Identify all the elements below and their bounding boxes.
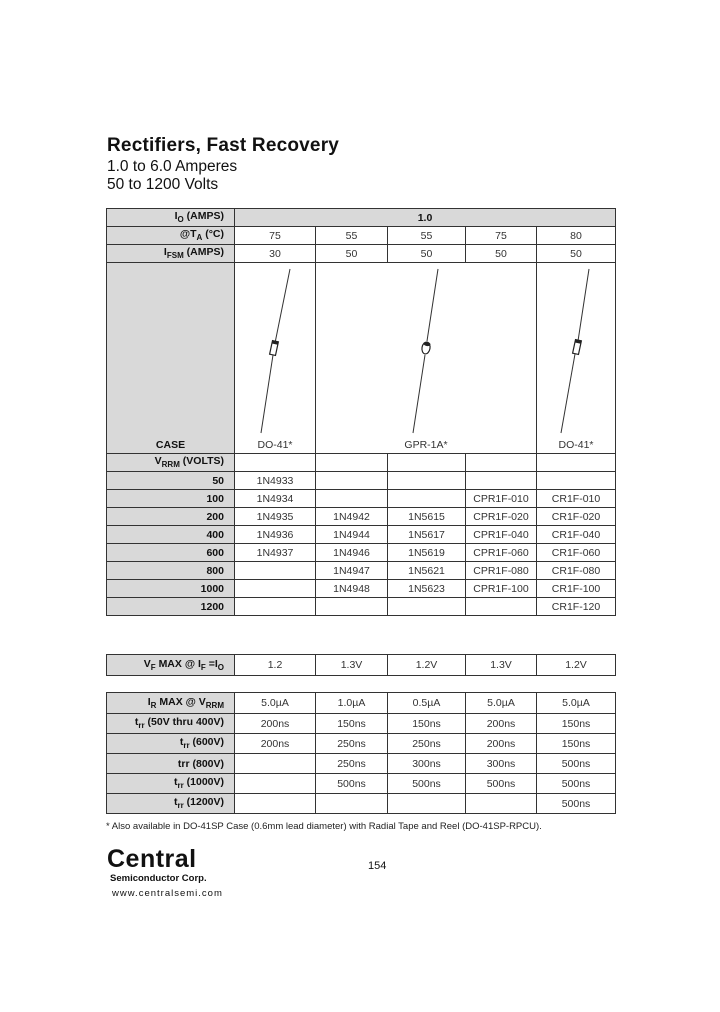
ir-value: 0.5µA	[388, 693, 466, 714]
trr-value: 500ns	[537, 794, 616, 814]
vrrm-row	[107, 454, 616, 472]
vf-value: 1.3V	[316, 655, 388, 676]
part-number-cell: 1N4934	[235, 490, 316, 508]
part-number-cell	[235, 598, 316, 616]
vrrm-voltage: 400	[107, 526, 235, 544]
part-number-cell: CR1F-100	[537, 580, 616, 598]
ir-value: 5.0µA	[235, 693, 316, 714]
ta-value: 55	[316, 227, 388, 245]
trr-value	[235, 794, 316, 814]
ifsm-value: 30	[235, 245, 316, 263]
trr-row	[107, 794, 616, 814]
trr-label: $t_{rr}$ (50V thru 400V)	[107, 714, 235, 734]
ta-row	[107, 227, 616, 245]
trr-label: $t_{rr}$ (600V)	[107, 734, 235, 754]
company-url[interactable]: www.centralsemi.com	[112, 888, 223, 899]
vf-value: 1.2	[235, 655, 316, 676]
trr-value: 150ns	[537, 734, 616, 754]
trr-value	[235, 774, 316, 794]
vrrm-part-row	[107, 544, 616, 562]
vrrm-part-row	[107, 472, 616, 490]
part-number-cell: CPR1F-020	[466, 508, 537, 526]
part-number-cell: 1N5623	[388, 580, 466, 598]
trr-value: 250ns	[316, 754, 388, 774]
case-row	[107, 263, 616, 454]
trr-value: 150ns	[388, 714, 466, 734]
ir-value: 5.0µA	[466, 693, 537, 714]
part-number-cell: CR1F-020	[537, 508, 616, 526]
page-title: Rectifiers, Fast Recovery	[107, 135, 340, 156]
ifsm-value: 50	[388, 245, 466, 263]
vf-label: $V_F$ MAX @ $I_F =I_O$	[107, 655, 235, 676]
trr-rows	[107, 714, 616, 814]
ir-value: 1.0µA	[316, 693, 388, 714]
ifsm-value: 50	[316, 245, 388, 263]
trr-value: 200ns	[235, 734, 316, 754]
part-number-cell: 1N4942	[316, 508, 388, 526]
spec-table-vf	[106, 654, 616, 676]
io-value: 1.0	[235, 209, 616, 227]
trr-value: 300ns	[466, 754, 537, 774]
trr-value: 500ns	[466, 774, 537, 794]
ta-value: 75	[466, 227, 537, 245]
part-number-cell: 1N5617	[388, 526, 466, 544]
vrrm-part-row	[107, 562, 616, 580]
part-number-cell	[466, 472, 537, 490]
trr-value: 200ns	[466, 734, 537, 754]
spec-table-main	[106, 208, 616, 616]
part-number-cell: 1N4937	[235, 544, 316, 562]
ta-value: 55	[388, 227, 466, 245]
trr-value: 500ns	[537, 754, 616, 774]
trr-value	[388, 794, 466, 814]
company-subtitle: Semiconductor Corp.	[110, 873, 207, 884]
part-number-cell: CR1F-010	[537, 490, 616, 508]
part-number-cell: 1N4933	[235, 472, 316, 490]
diode-do41-image	[537, 263, 616, 453]
part-number-cell: CPR1F-080	[466, 562, 537, 580]
part-number-cell: 1N4944	[316, 526, 388, 544]
part-number-cell: CR1F-120	[537, 598, 616, 616]
part-number-cell	[388, 598, 466, 616]
trr-value: 300ns	[388, 754, 466, 774]
trr-label: $t_{rr}$ (1000V)	[107, 774, 235, 794]
trr-value	[316, 794, 388, 814]
case-do41-cell	[537, 263, 616, 454]
part-number-cell	[235, 580, 316, 598]
case-name: GPR-1A*	[404, 439, 448, 451]
part-number-cell: CPR1F-100	[466, 580, 537, 598]
vf-value: 1.3V	[466, 655, 537, 676]
spec-table-ir-trr	[106, 692, 616, 814]
ta-value: 75	[235, 227, 316, 245]
part-number-cell: 1N5621	[388, 562, 466, 580]
trr-value: 150ns	[316, 714, 388, 734]
ir-label: $I_R$ MAX @ $V_{RRM}$	[107, 693, 235, 714]
part-number-cell: CR1F-060	[537, 544, 616, 562]
part-number-cell: CPR1F-040	[466, 526, 537, 544]
vrrm-voltage: 100	[107, 490, 235, 508]
trr-value: 250ns	[388, 734, 466, 754]
page-number: 154	[368, 860, 387, 872]
footnote: * Also available in DO-41SP Case (0.6mm lead diameter) with Radial Tape and Reel (DO-41SP-RPCU).	[106, 821, 542, 832]
io-label: $I_O$ (AMPS)	[107, 209, 235, 227]
part-number-cell: 1N4935	[235, 508, 316, 526]
vrrm-part-row	[107, 580, 616, 598]
vrrm-part-row	[107, 490, 616, 508]
trr-value: 150ns	[537, 714, 616, 734]
vrrm-voltage: 200	[107, 508, 235, 526]
part-number-cell: CPR1F-060	[466, 544, 537, 562]
case-do41-cell	[235, 263, 316, 454]
ir-row	[107, 693, 616, 714]
part-number-cell: CR1F-080	[537, 562, 616, 580]
case-name: DO-41*	[257, 439, 293, 451]
trr-row	[107, 714, 616, 734]
vrrm-part-row	[107, 508, 616, 526]
trr-row	[107, 754, 616, 774]
ta-value: 80	[537, 227, 616, 245]
part-number-cell: 1N4936	[235, 526, 316, 544]
trr-value: 500ns	[388, 774, 466, 794]
part-number-cell: 1N4946	[316, 544, 388, 562]
vrrm-voltage: 800	[107, 562, 235, 580]
volts-range: 50 to 1200 Volts	[107, 176, 219, 193]
trr-label: $t_{rr}$ (1200V)	[107, 794, 235, 814]
part-number-cell	[388, 472, 466, 490]
vrrm-voltage: 1200	[107, 598, 235, 616]
trr-value	[235, 754, 316, 774]
trr-row	[107, 774, 616, 794]
vrrm-voltage: 1000	[107, 580, 235, 598]
diode-do41-image	[235, 263, 316, 453]
trr-value: 200ns	[466, 714, 537, 734]
part-number-cell: 1N4947	[316, 562, 388, 580]
case-name: DO-41*	[558, 439, 594, 451]
diode-gpr1a-image	[316, 263, 537, 453]
ifsm-row	[107, 245, 616, 263]
vf-value: 1.2V	[537, 655, 616, 676]
ifsm-label: $I_{FSM}$ (AMPS)	[107, 245, 235, 263]
ifsm-value: 50	[537, 245, 616, 263]
part-number-cell	[235, 562, 316, 580]
vrrm-voltage: 50	[107, 472, 235, 490]
trr-value: 500ns	[537, 774, 616, 794]
part-number-cell: CR1F-040	[537, 526, 616, 544]
part-number-cell	[466, 598, 537, 616]
trr-row	[107, 734, 616, 754]
ir-value: 5.0µA	[537, 693, 616, 714]
ifsm-value: 50	[466, 245, 537, 263]
part-number-cell	[537, 472, 616, 490]
trr-value: 500ns	[316, 774, 388, 794]
ta-label: $@T_A$ (°C)	[107, 227, 235, 245]
case-gpr1a-cell	[316, 263, 537, 454]
vf-value: 1.2V	[388, 655, 466, 676]
trr-value	[466, 794, 537, 814]
part-number-cell	[316, 472, 388, 490]
vrrm-part-row	[107, 598, 616, 616]
company-logo: Central	[107, 845, 197, 873]
part-number-cell: 1N5615	[388, 508, 466, 526]
part-number-cell	[316, 490, 388, 508]
trr-value: 200ns	[235, 714, 316, 734]
vrrm-rows	[107, 472, 616, 616]
vrrm-part-row	[107, 526, 616, 544]
part-number-cell: CPR1F-010	[466, 490, 537, 508]
amperes-range: 1.0 to 6.0 Amperes	[107, 158, 238, 175]
vrrm-voltage: 600	[107, 544, 235, 562]
part-number-cell: 1N5619	[388, 544, 466, 562]
part-number-cell	[316, 598, 388, 616]
case-label: CASE	[107, 263, 235, 454]
part-number-cell: 1N4948	[316, 580, 388, 598]
trr-value: 250ns	[316, 734, 388, 754]
vf-row	[107, 655, 616, 676]
io-row	[107, 209, 616, 227]
part-number-cell	[388, 490, 466, 508]
trr-label: trr (800V)	[107, 754, 235, 774]
vrrm-label: $V_{RRM}$ (VOLTS)	[107, 454, 235, 472]
